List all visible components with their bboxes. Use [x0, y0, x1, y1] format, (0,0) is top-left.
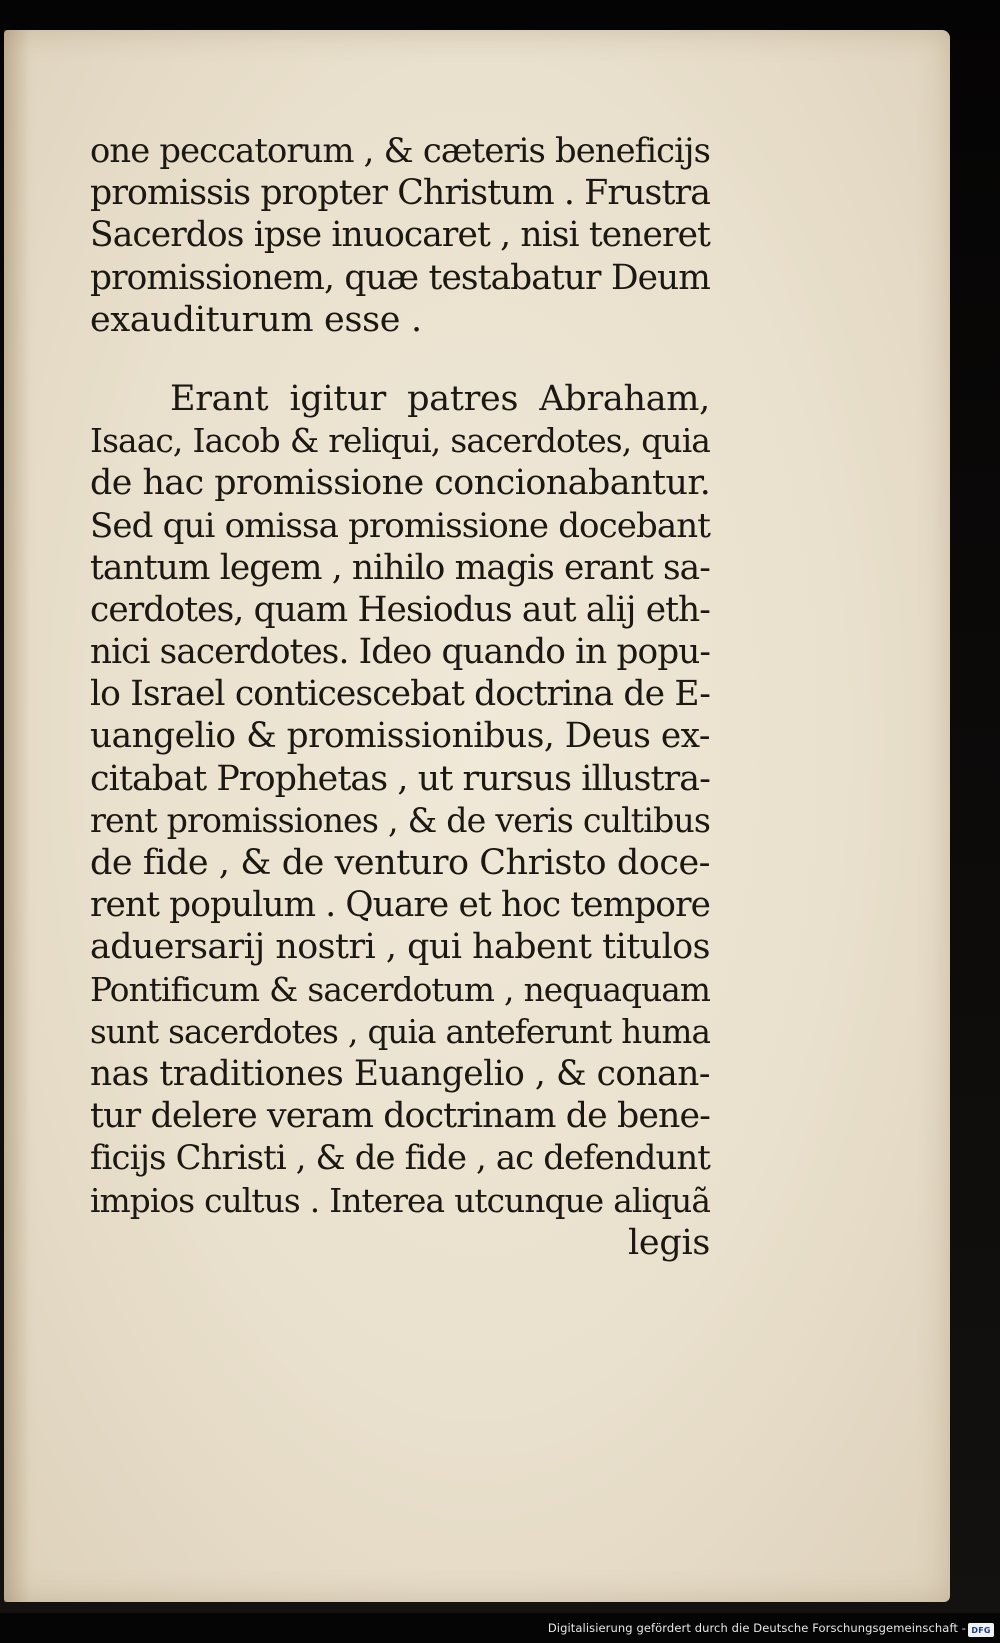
text-line: impios cultus . Interea utcunque aliquã — [90, 1181, 710, 1220]
text-line: nas traditiones Euangelio , & conan- — [90, 1053, 710, 1094]
text-line: cerdotes, quam Hesiodus aut alij eth- — [90, 589, 710, 630]
paragraph-break — [90, 341, 710, 378]
text-line: Pontificum & sacerdotum , nequaquam — [90, 970, 710, 1009]
text-line: nici sacerdotes. Ideo quando in popu- — [90, 632, 710, 673]
page-text-block — [90, 130, 710, 1264]
text-line: promissis propter Christum . Frustra — [90, 173, 710, 214]
book-page — [4, 30, 950, 1602]
footer-bar — [0, 1613, 1000, 1643]
text-line: sunt sacerdotes , quia anteferunt huma — [90, 1012, 710, 1051]
text-line: de hac promissione concionabantur. — [90, 463, 711, 504]
text-line: rent populum . Quare et hoc tempore — [90, 885, 710, 926]
text-line: tantum legem , nihilo magis erant sa- — [90, 547, 710, 588]
text-line: one peccatorum , & cæteris beneficijs — [90, 131, 710, 170]
text-line: promissionem, quæ testabatur Deum — [90, 257, 710, 298]
text-line: Sed qui omissa promissione docebant — [90, 505, 710, 546]
text-line: rent promissiones , & de veris cultibus — [90, 800, 710, 840]
text-line: citabat Prophetas , ut rursus illustra- — [90, 758, 711, 799]
text-line: lo Israel conticescebat doctrina de E- — [90, 674, 710, 715]
text-line: de fide , & de venturo Christo doce- — [90, 843, 710, 883]
dfg-logo: DFG — [968, 1623, 994, 1637]
text-line: ficijs Christi , & de fide , ac defendunt — [90, 1138, 710, 1178]
text-line: uangelio & promissionibus, Deus ex- — [90, 716, 710, 757]
text-line: exauditurum esse . — [90, 299, 422, 340]
text-line: Erant igitur patres Abraham, — [170, 378, 710, 419]
text-line: Isaac, Iacob & reliqui, sacerdotes, quia — [90, 421, 710, 461]
funding-note: Digitalisierung gefördert durch die Deutsche Forschungsgemeinschaft - — [547, 1621, 966, 1635]
text-line: aduersarij nostri , qui habent titulos — [90, 927, 710, 968]
page-gutter-shadow — [4, 30, 30, 1602]
catchword: legis — [628, 1222, 710, 1263]
text-line: Sacerdos ipse inuocaret , nisi teneret — [90, 215, 710, 256]
text-line: tur delere veram doctrinam de bene- — [90, 1096, 710, 1137]
